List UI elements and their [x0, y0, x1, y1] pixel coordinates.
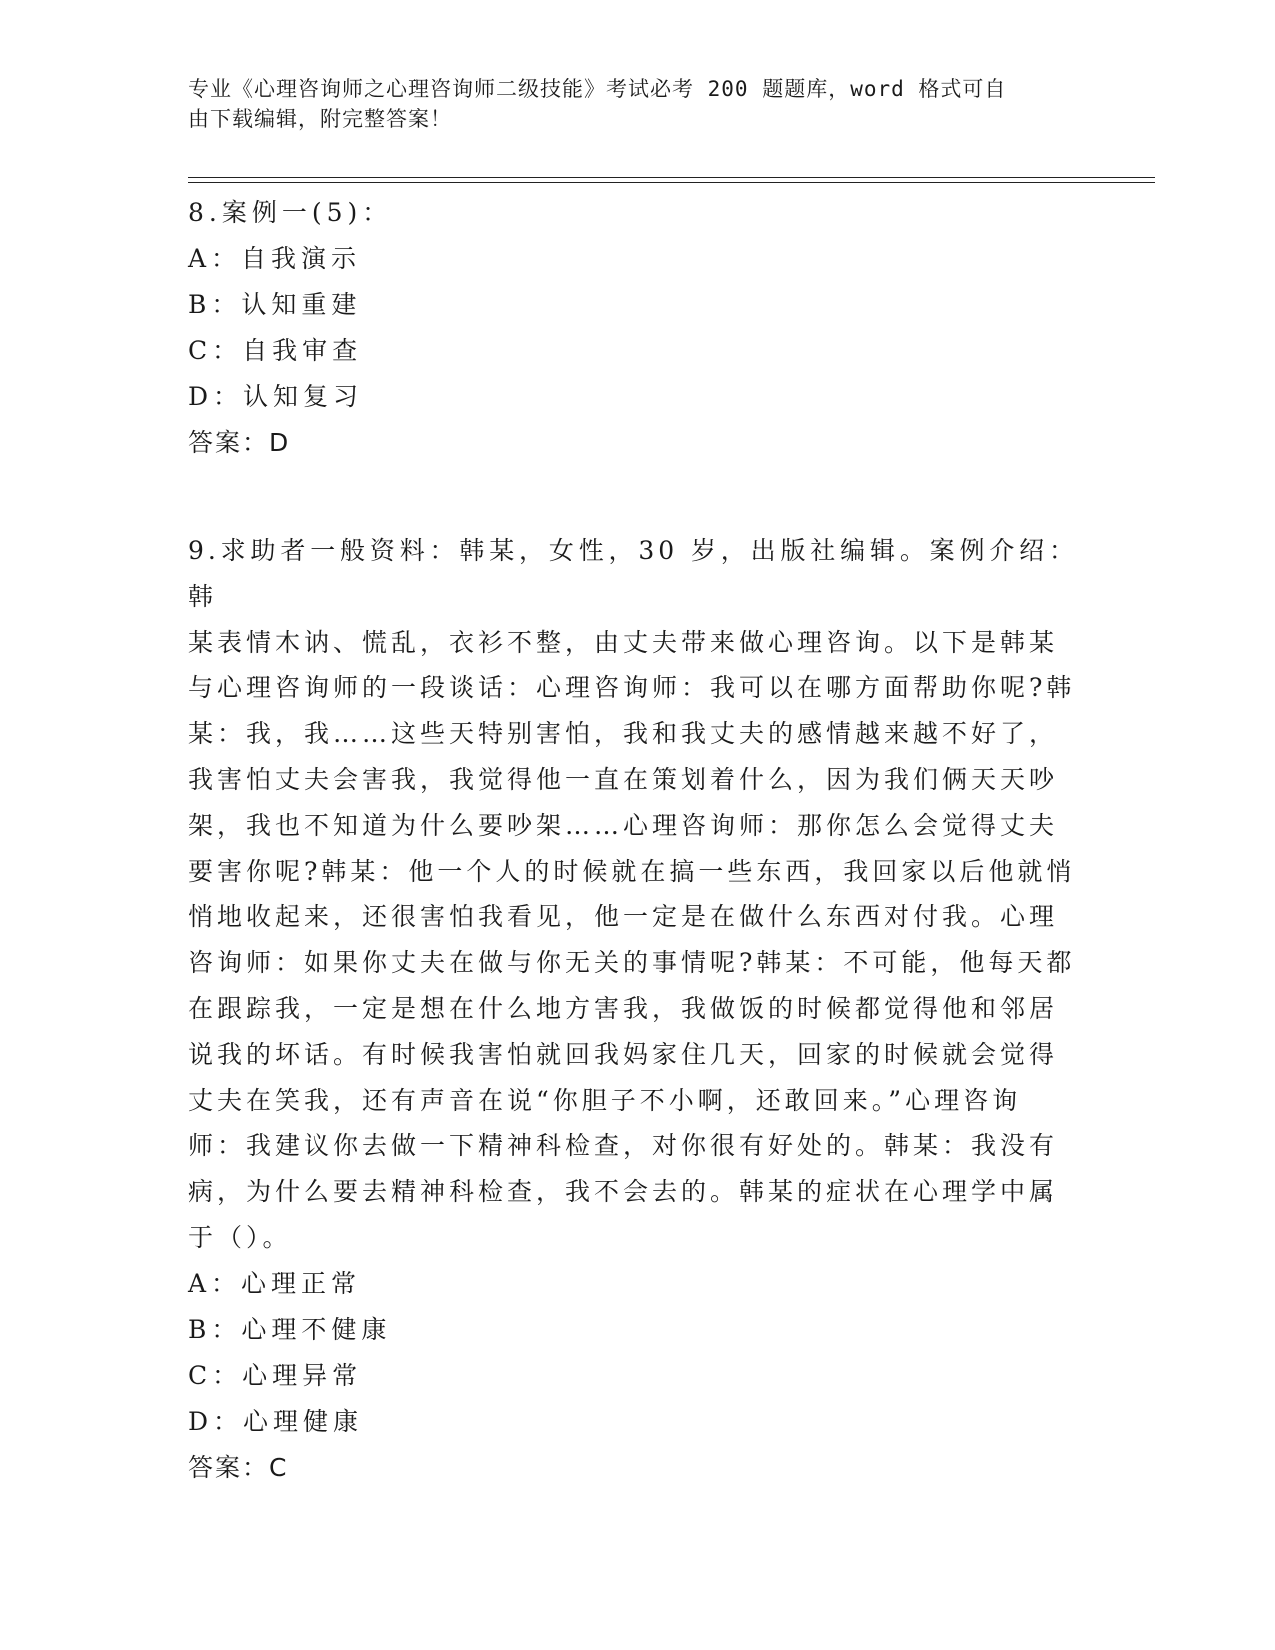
question-spacer [188, 466, 1078, 528]
stem-line: 在跟踪我，一定是想在什么地方害我，我做饭的时候都觉得他和邻居 [188, 993, 1059, 1023]
option-d: D：认知复习 [188, 382, 364, 411]
stem-line: 我害怕丈夫会害我，我觉得他一直在策划着什么，因为我们俩天天吵 [188, 764, 1059, 794]
option-b: B：认知重建 [188, 290, 362, 319]
option-a: A：自我演示 [188, 244, 362, 273]
stem-line: 丈夫在笑我，还有声音在说“你胆子不小啊，还敢回来。”心理咨询 [188, 1085, 1022, 1115]
question-list [188, 190, 1078, 1491]
header-line-1: 专业《心理咨询师之心理咨询师二级技能》考试必考 200 题题库，word 格式可自 [188, 77, 1007, 101]
stem-line: 某表情木讷、慌乱，衣衫不整，由丈夫带来做心理咨询。以下是韩某 [188, 627, 1059, 657]
stem-line: 某：我，我……这些天特别害怕，我和我丈夫的感情越来越不好了， [188, 719, 1059, 749]
stem-line: 说我的坏话。有时候我害怕就回我妈家住几天，回家的时候就会觉得 [188, 1039, 1059, 1069]
question-stem [188, 528, 1078, 1261]
option-c: C：心理异常 [188, 1360, 363, 1390]
header-line-2: 由下载编辑，附完整答案！ [188, 107, 452, 131]
option-d: D：心理健康 [188, 1406, 364, 1436]
question-8 [188, 190, 1078, 466]
header-divider-top [188, 177, 1155, 178]
stem-line: 师：我建议你去做一下精神科检查，对你很有好处的。韩某：我没有 [188, 1131, 1059, 1161]
option-b: B：心理不健康 [188, 1314, 392, 1344]
question-stem: 8.案例一(5)： [188, 198, 393, 227]
question-9 [188, 528, 1078, 1491]
stem-line: 架，我也不知道为什么要吵架……心理咨询师：那你怎么会觉得丈夫 [188, 810, 1059, 840]
stem-line: 9.求助者一般资料：韩某，女性，30 岁，出版社编辑。案例介绍：韩 [188, 536, 1078, 611]
stem-line: 悄地收起来，还很害怕我看见，他一定是在做什么东西对付我。心理 [188, 902, 1059, 932]
header-divider-bottom [188, 182, 1155, 183]
stem-line: 咨询师：如果你丈夫在做与你无关的事情呢?韩某：不可能，他每天都 [188, 948, 1076, 978]
answer-line: 答案：C [188, 1452, 289, 1482]
answer-line: 答案：D [188, 428, 291, 457]
stem-line: 与心理咨询师的一段谈话：心理咨询师：我可以在哪方面帮助你呢?韩 [188, 673, 1076, 703]
stem-line: 要害你呢?韩某：他一个人的时候就在搞一些东西，我回家以后他就悄 [188, 856, 1076, 886]
stem-line: 于（）。 [188, 1222, 292, 1252]
stem-line: 病，为什么要去精神科检查，我不会去的。韩某的症状在心理学中属 [188, 1177, 1059, 1207]
option-a: A：心理正常 [188, 1268, 362, 1298]
document-header [188, 74, 1068, 134]
option-c: C：自我审查 [188, 336, 363, 365]
